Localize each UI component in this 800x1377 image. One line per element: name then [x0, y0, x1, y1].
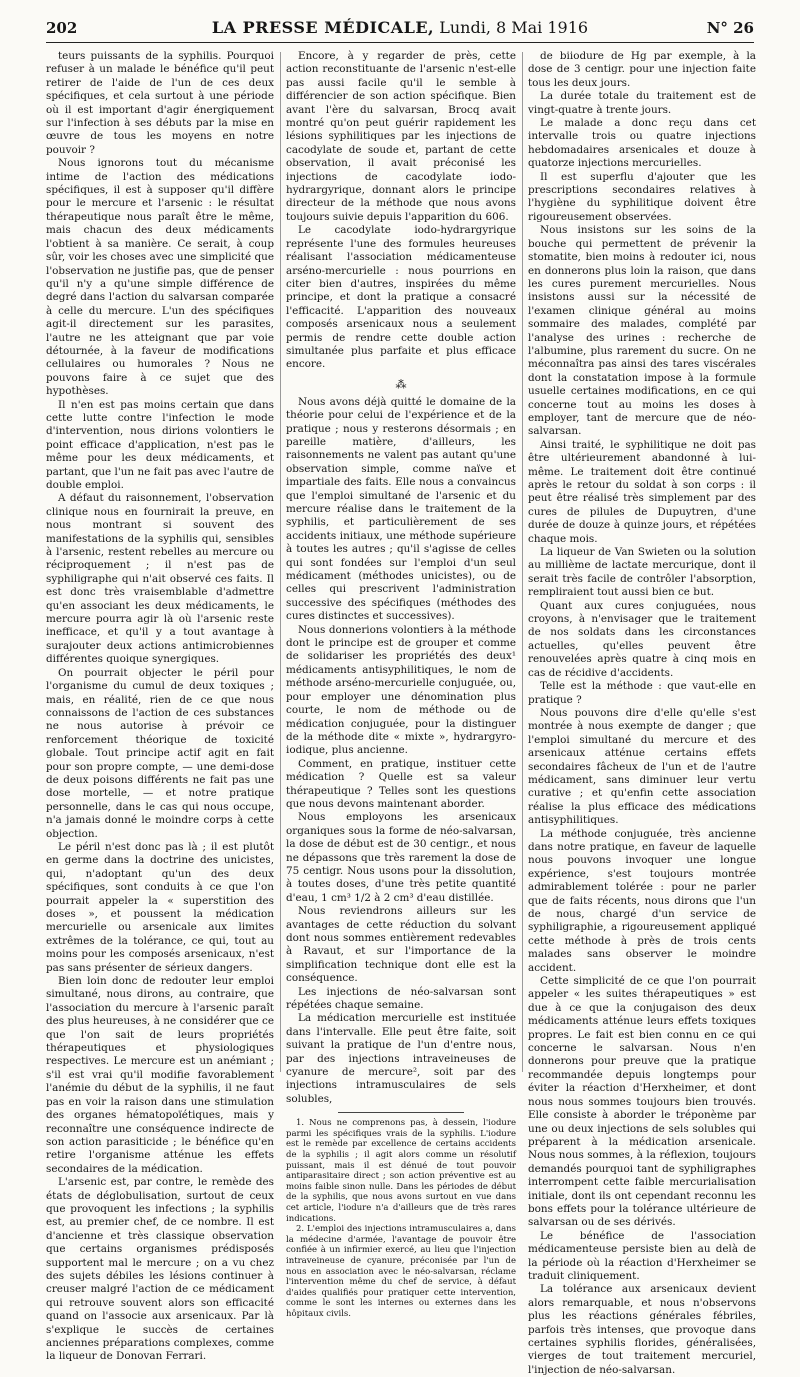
paragraph: La méthode conjuguée, très ancienne dans notre pratique, en faveur de laquelle nous pouvons invoquer une longue expérience, s'est toujours montrée admirablement tolérée : pour ne parler que de faits récents, nous dirons que l'un de nous, chargé d'un service de syphiligraphie, a rigoureusement appliqué cette méthode à près de trois cents malades sans observer le moindre accident.	[528, 827, 756, 974]
paragraph: Le malade a donc reçu dans cet intervalle trois ou quatre injections hebdomadaires arsenicales et douze à quatorze injections mercurielles.	[528, 117, 756, 170]
paragraph: de biiodure de Hg par exemple, à la dose de 3 centigr. pour une injection faite tous les deux jours.	[528, 50, 756, 89]
paragraph: L'arsenic est, par contre, le remède des états de déglobulisation, surtout de ceux que provoquent les infections ; la syphilis est, au premier chef, de ce nombre. Il est d'ancienne et très classique observation que certains organismes prédisposés supportent mal le mercure ; on a vu chez des sujets débiles les lésions continuer à creuser malgré l'action de ce médicament qui retrouve souvent alors son efficacité quand on l'associe aux arsenicaux. Par là s'explique le succès de certaines anciennes préparations complexes, comme la liqueur de Donovan Ferrari.	[46, 1176, 274, 1363]
footnote-rule	[338, 1112, 465, 1113]
paragraph: Encore, à y regarder de près, cette action reconstituante de l'arsenic n'est-elle pas aussi facile qu'il le semble à différencier de son action spécifique. Bien avant l'ère du salvarsan, Brocq avait montré qu'on peut guérir rapidement les lésions syphilitiques par les injections de cacodylate de soude et, partant de cette observation, il avait préconisé les injections de cacodylate iodo-hydrargyrique, donnant alors le principe directeur de la méthode que nous avons toujours suivie depuis l'apparition du 606.	[286, 50, 516, 223]
running-header	[46, 16, 754, 43]
column-divider	[522, 52, 523, 1072]
footnote: 1. Nous ne comprenons pas, à dessein, l'iodure parmi les spécifiques vrais de la syphilis. L'iodure est le remède par excellence de certains accidents de la syphilis ; il agit alors comme un résolutif puissant, mais il est dénué de tout pouvoir antiparasitaire direct ; son action préventive est au moins faible sinon nulle. Dans les périodes de début de la syphilis, que nous avons surtout en vue dans cet article, l'iodure n'a d'ailleurs que de très rares indications.	[286, 1118, 516, 1224]
page-number: 202	[46, 19, 78, 37]
paragraph: Nous donnerions volontiers à la méthode dont le principe est de grouper et comme de solidariser les propriétés des deux¹ médicaments antisyphilitiques, le nom de méthode arséno-mercurielle conjuguée, ou, pour employer une dénomination plus courte, le nom de méthode ou de médication conjuguée, pour la distinguer de la méthode dite « mixte », hydrargyro-iodique, plus ancienne.	[286, 623, 516, 757]
paragraph: Le cacodylate iodo-hydrargyrique représente l'une des formules heureuses réalisant l'association médicamenteuse arséno-mercurielle : nous pourrions en citer bien d'autres, inspirées du même principe, et dont la pratique a consacré l'efficacité. L'apparition des nouveaux composés arsenicaux nous a seulement permis de rendre cette double action simultanée plus parfaite et plus efficace encore.	[286, 224, 516, 371]
paragraph: La liqueur de Van Swieten ou la solution au millième de lactate mercurique, dont il serait très facile de contrôler l'absorption, rempliraient tout aussi bien ce but.	[528, 546, 756, 599]
paragraph: Il est superflu d'ajouter que les prescriptions secondaires relatives à l'hygiène du syphilitique doivent être rigoureusement observées.	[528, 170, 756, 223]
paragraph: Il n'en est pas moins certain que dans cette lutte contre l'infection le mode d'intervention, nous dirions volontiers le point efficace d'application, n'est pas le même pour les deux médicaments, et partant, que l'un ne fait pas avec l'autre de double emploi.	[46, 398, 274, 491]
article-column-1	[46, 50, 274, 1363]
paragraph: Telle est la méthode : que vaut-elle en pratique ?	[528, 680, 756, 706]
paragraph: Nous pouvons dire d'elle qu'elle s'est montrée à nous exempte de danger ; que l'emploi simultané du mercure et des arsenicaux atténue certains effets secondaires fâcheux de l'un et de l'autre médicament, sans diminuer leur vertu curative ; et qu'enfin cette association réalise la plus efficace des médications antisyphilitiques.	[528, 706, 756, 827]
issue-date: Lundi, 8 Mai 1916	[439, 18, 589, 37]
paragraph: Le péril n'est donc pas là ; il est plutôt en germe dans la doctrine des unicistes, qui, n'adoptant qu'un des deux spécifiques, sont conduits à ce que l'on pourrait appeler la « superstition des doses », et poussent la médication mercurielle ou arsenicale aux limites extrêmes de la tolérance, ce qui, tout au moins pour les composés arsenicaux, n'est pas sans présenter de sérieux dangers.	[46, 840, 274, 974]
paragraph: Le bénéfice de l'association médicamenteuse persiste bien au delà de la période où la réaction d'Herxheimer se traduit cliniquement.	[528, 1229, 756, 1282]
paragraph: Comment, en pratique, instituer cette médication ? Quelle est sa valeur thérapeutique ? Telles sont les questions que nous devons maintenant aborder.	[286, 757, 516, 810]
column-2-lower-text	[286, 396, 516, 1107]
column-2-upper-text	[286, 50, 516, 372]
journal-title: LA PRESSE MÉDICALE,	[211, 18, 435, 37]
paragraph: Bien loin donc de redouter leur emploi simultané, nous dirons, au contraire, que l'association du mercure à l'arsenic paraît des plus heureuses, à ne considérer que ce que l'on sait de leurs propriétés thérapeutiques et physiologiques respectives. Le mercure est un anémiant ; s'il est vrai qu'il modifie favorablement l'anémie du début de la syphilis, il ne faut pas en voir la raison dans une stimulation des organes hématopoïétiques, mais y reconnaître une conséquence indirecte de son action parasiticide ; le bénéfice qu'en retire l'organisme atténue les effets secondaires de la médication.	[46, 975, 274, 1175]
footnote: 2. L'emploi des injections intramusculaires a, dans la médecine d'armée, l'avantage de pouvoir être confiée à un infirmier exercé, au lieu que l'injection intraveineuse de cyanure, préconisée par l'un de nous en association avec le néo-salvarsan, réclame l'intervention même du chef de service, à défaut d'aides qualifiés pour pratiquer cette intervention, comme le sont les internes ou externes dans les hôpitaux civils.	[286, 1224, 516, 1319]
paragraph: Nous avons déjà quitté le domaine de la théorie pour celui de l'expérience et de la pratique ; nous y resterons désormais ; en pareille matière, d'ailleurs, les raisonnements ne valent pas autant qu'une observation simple, comme naïve et impartiale des faits. Elle nous a convaincus que l'emploi simultané de l'arsenic et du mercure réalise dans le traitement de la syphilis, et particulièrement de ses accidents initiaux, une méthode supérieure à toutes les autres ; qu'il s'agisse de celles qui sont fondées sur l'emploi d'un seul médicament (méthodes unicistes), ou de celles qui prescrivent l'administration successive des spécifiques (méthodes des cures distinctes et successives).	[286, 395, 516, 623]
paragraph: La tolérance aux arsenicaux devient alors remarquable, et nous n'observons plus les réactions générales fébriles, parfois très intenses, que provoque dans certaines syphilis florides, généralisées, vierges de tout traitement mercuriel, l'injection de néo-salvarsan.	[528, 1283, 756, 1376]
paragraph: Quant aux cures conjuguées, nous croyons, à n'envisager que le traitement de nos soldats dans les circonstances actuelles, qu'elles peuvent être renouvelées après quatre à cinq mois en cas de récidive d'accidents.	[528, 599, 756, 679]
section-break-asterism: ⁂	[395, 377, 407, 391]
paragraph: Ainsi traité, le syphilitique ne doit pas être ultérieurement abandonné à lui-même. Le traitement doit être continué après le retour du soldat à son corps : il peut être réalisé très simplement par des cures de pilules de Dupuytren, d'une durée de douze à quinze jours, et répétées chaque mois.	[528, 438, 756, 545]
paragraph: Les injections de néo-salvarsan sont répétées chaque semaine.	[286, 985, 516, 1012]
paragraph: Nous ignorons tout du mécanisme intime de l'action des médications spécifiques, il est à supposer qu'il diffère pour le mercure et l'arsenic : le résultat thérapeutique nous paraît être le même, mais chacun des deux médicaments l'obtient à sa manière. Ce serait, à coup sûr, voir les choses avec une simplicité que l'observation ne justifie pas, que de penser qu'il n'y a qu'une simple différence de degré dans l'action du salvarsan comparée à celle du mercure. L'un des spécifiques agit-il directement sur les parasites, l'autre ne les atteignant que par voie détournée, à la faveur de modifications cellulaires ou humorales ? Nous ne pouvons faire à ce sujet que des hypothèses.	[46, 157, 274, 398]
paragraph: Cette simplicité de ce que l'on pourrait appeler « les suites thérapeutiques » est due à ce que la conjugaison des deux médicaments atténue leurs effets toxiques propres. Le fait est bien connu en ce qui concerne le salvarsan. Nous n'en donnerons pour preuve que la pratique recommandée depuis longtemps pour éviter la réaction d'Herxheimer, et dont nous nous sommes toujours bien trouvés. Elle consiste à aborder le tréponème par une ou deux injections de sels solubles qui préparent à la médication arsenicale. Nous nous sommes, à la réflexion, toujours demandés pourquoi tant de syphiligraphes interrompent cette faible mercurialisation initiale, dont ils ont cependant reconnu les bons effets pour la tolérance ultérieure de salvarsan ou de ses dérivés.	[528, 975, 756, 1229]
paragraph: Nous employons les arsenicaux organiques sous la forme de néo-salvarsan, la dose de début est de 30 centigr., et nous ne dépassons que très rarement la dose de 75 centigr. Nous usons pour la dissolution, à toutes doses, d'une très petite quantité d'eau, 1 cm³ 1/2 à 2 cm³ d'eau distillée.	[286, 811, 516, 904]
footnotes	[286, 1118, 516, 1319]
journal-masthead	[46, 18, 754, 37]
paragraph: Nous insistons sur les soins de la bouche qui permettent de prévenir la stomatite, bien moins à redouter ici, nous en donnerons plus loin la raison, que dans les cures purement mercurielles. Nous insistons aussi sur la nécessité de l'examen clinique général au moins sommaire des malades, complété par l'analyse des urines : recherche de l'albumine, plus rarement du sucre. On ne méconnaîtra pas ainsi des tares viscérales dont la constatation impose à la formule usuelle certaines modifications, en ce qui concerne tout au moins les doses à employer, tant de mercure que de néo-salvarsan.	[528, 224, 756, 438]
paragraph: On pourrait objecter le péril pour l'organisme du cumul de deux toxiques ; mais, en réalité, rien de ce que nous connaissons de l'action de ces substances ne nous autorise à prévoir ce renforcement théorique de toxicité globale. Tout principe actif agit en fait pour son propre compte, — une demi-dose de deux poisons différents ne fait pas une dose mortelle, — et notre pratique personnelle, dans le cas qui nous occupe, n'a jamais donné le moindre corps à cette objection.	[46, 666, 274, 840]
paragraph: teurs puissants de la syphilis. Pourquoi refuser à un malade le bénéfice qu'il peut retirer de l'aide de l'un de ces deux spécifiques, et cela surtout à une période où il est important d'agir énergiquement sur l'infection à ses débuts par la mise en œuvre de tous les moyens en notre pouvoir ?	[46, 50, 274, 156]
paragraph: Nous reviendrons ailleurs sur les avantages de cette réduction du solvant dont nous sommes entièrement redevables à Ravaut, et sur l'importance de la simplification technique dont elle est la conséquence.	[286, 905, 516, 985]
issue-number: N° 26	[706, 19, 754, 37]
article-column-3	[528, 50, 756, 1376]
paragraph: A défaut du raisonnement, l'observation clinique nous en fournirait la preuve, en nous montrant si souvent des manifestations de la syphilis qui, sensibles à l'arsenic, restent rebelles au mercure ou réciproquement ; il n'est pas de syphiligraphe qui n'ait observé ces faits. Il est donc très vraisemblable d'admettre qu'en associant les deux médicaments, le mercure pourra agir là où l'arsenic reste inefficace, et qu'il y a tout avantage à surajouter deux actions antimicrobiennes différentes quoique synergiques.	[46, 492, 274, 666]
column-divider	[280, 52, 281, 1072]
paragraph: La durée totale du traitement est de vingt-quatre à trente jours.	[528, 90, 756, 116]
article-column-2	[286, 50, 516, 1319]
paragraph: La médication mercurielle est instituée dans l'intervalle. Elle peut être faite, soit suivant la pratique de l'un d'entre nous, par des injections intraveineuses de cyanure de mercure², soit par des injections intramusculaires de sels solubles,	[286, 1012, 516, 1105]
